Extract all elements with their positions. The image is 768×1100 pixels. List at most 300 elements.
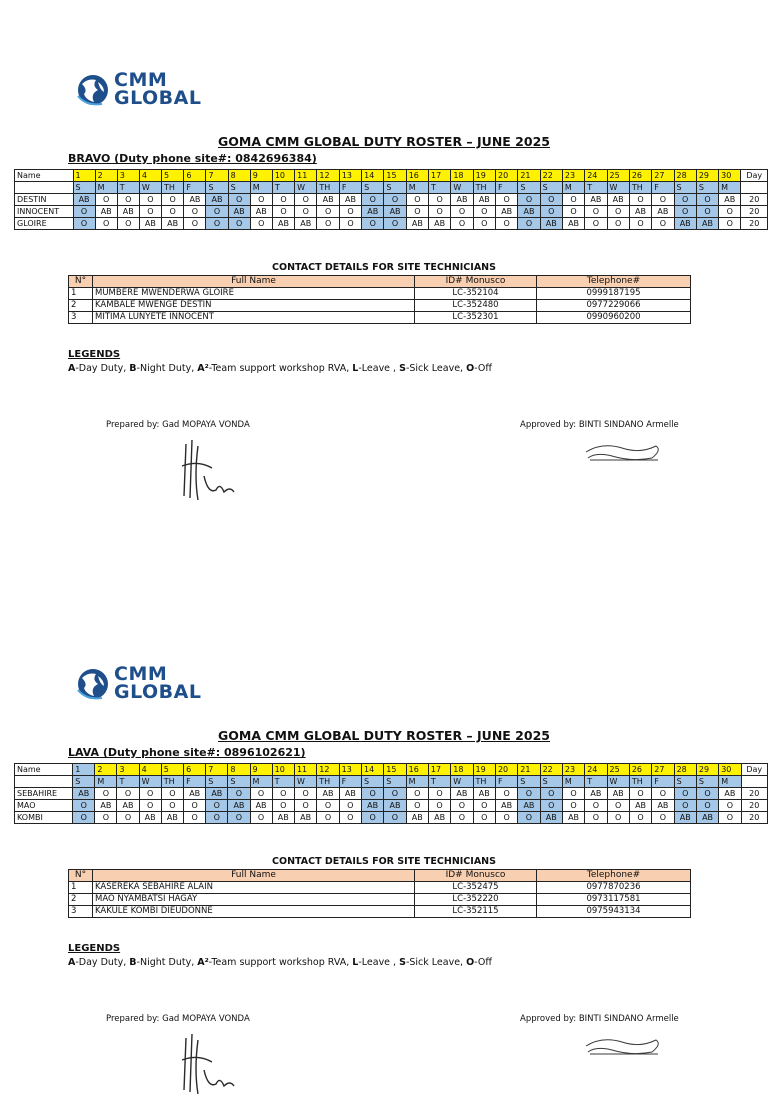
contact-name: KASEREKA SEBAHIRE ALAIN	[93, 882, 415, 894]
duty-cell: O	[139, 800, 161, 812]
weekday-cell: F	[496, 182, 518, 194]
day-total: 20	[741, 800, 767, 812]
legend-key: L	[352, 957, 359, 968]
day-number: 23	[562, 170, 584, 182]
prepared-by: Prepared by: Gad MOPAYA VONDA	[106, 420, 250, 430]
duty-cell: AB	[585, 194, 607, 206]
duty-cell: O	[562, 788, 584, 800]
duty-cell: AB	[428, 812, 450, 824]
duty-cell: O	[294, 788, 316, 800]
duty-cell: O	[184, 812, 206, 824]
document-title: GOMA CMM GLOBAL DUTY ROSTER – JUNE 2025	[218, 134, 550, 149]
weekday-cell: TH	[161, 182, 183, 194]
duty-cell: O	[696, 194, 718, 206]
contact-row	[69, 882, 691, 894]
globe-logo-icon	[76, 72, 110, 108]
duty-cell: O	[272, 206, 294, 218]
duty-cell: O	[317, 206, 339, 218]
legend-text: -Off	[474, 957, 492, 968]
duty-cell: AB	[339, 194, 361, 206]
weekday-cell: F	[184, 776, 206, 788]
staff-name: GLOIRE	[15, 218, 74, 230]
day-number: 24	[585, 170, 607, 182]
day-number: 24	[585, 764, 607, 776]
contact-row	[69, 288, 691, 300]
legend-key: O	[466, 363, 475, 374]
duty-cell: O	[652, 218, 674, 230]
day-number: 8	[228, 764, 250, 776]
day-number: 9	[250, 764, 272, 776]
legend-key: B	[129, 363, 137, 374]
day-number: 29	[696, 170, 718, 182]
weekday-cell: S	[206, 776, 228, 788]
prepared-by: Prepared by: Gad MOPAYA VONDA	[106, 1014, 250, 1024]
duty-cell: AB	[95, 206, 117, 218]
duty-cell: O	[696, 788, 718, 800]
duty-cell: O	[540, 206, 562, 218]
weekday-cell: M	[95, 776, 117, 788]
contact-id: LC-352480	[415, 300, 537, 312]
duty-cell: O	[473, 206, 495, 218]
duty-cell: O	[95, 788, 117, 800]
duty-cell: AB	[696, 812, 718, 824]
contact-telephone: 0990960200	[537, 312, 691, 324]
duty-cell: AB	[495, 800, 517, 812]
col-full-name: Full Name	[93, 276, 415, 288]
duty-cell: AB	[540, 218, 562, 230]
contact-id: LC-352115	[415, 906, 537, 918]
contact-id: LC-352220	[415, 894, 537, 906]
weekday-cell: F	[184, 182, 206, 194]
duty-cell: AB	[295, 218, 317, 230]
day-number: 19	[473, 764, 495, 776]
weekday-cell: S	[518, 182, 540, 194]
duty-cell: AB	[384, 800, 406, 812]
duty-cell: AB	[361, 800, 383, 812]
weekday-cell: S	[73, 776, 95, 788]
duty-cell: O	[473, 800, 495, 812]
weekday-cell: W	[607, 776, 629, 788]
day-number: 20	[495, 764, 517, 776]
weekday-cell: S	[361, 776, 383, 788]
contact-no: 2	[69, 300, 93, 312]
day-number: 28	[674, 170, 696, 182]
day-number: 25	[607, 764, 629, 776]
contact-no: 3	[69, 312, 93, 324]
day-number: 2	[95, 764, 117, 776]
duty-cell: O	[250, 812, 272, 824]
weekday-cell: M	[250, 776, 272, 788]
weekday-cell: S	[540, 182, 562, 194]
duty-cell: O	[139, 194, 161, 206]
duty-cell: O	[95, 812, 117, 824]
duty-cell: O	[161, 788, 183, 800]
duty-cell: O	[384, 194, 406, 206]
weekday-cell: W	[607, 182, 629, 194]
weekday-cell: M	[562, 182, 584, 194]
day-number: 14	[361, 764, 383, 776]
duty-cell: O	[674, 800, 696, 812]
duty-cell: O	[317, 812, 339, 824]
duty-cell: AB	[117, 206, 139, 218]
contact-row	[69, 300, 691, 312]
approver-signature	[582, 438, 666, 466]
legend-key: O	[466, 957, 475, 968]
duty-cell: O	[652, 194, 674, 206]
duty-cell: AB	[473, 788, 495, 800]
duty-cell: O	[696, 206, 718, 218]
weekday-cell: M	[250, 182, 272, 194]
legend-key: A²	[197, 363, 209, 374]
duty-cell: AB	[719, 194, 741, 206]
duty-cell: O	[228, 218, 250, 230]
duty-cell: AB	[294, 812, 316, 824]
staff-name: INNOCENT	[15, 206, 74, 218]
col-telephone: Telephone#	[537, 276, 691, 288]
duty-cell: O	[139, 788, 161, 800]
day-number: 6	[184, 764, 206, 776]
duty-cell: O	[607, 800, 629, 812]
contact-name: KAKULE KOMBI DIEUDONNE	[93, 906, 415, 918]
roster-row	[15, 194, 768, 206]
duty-cell: O	[629, 194, 651, 206]
day-number: 12	[317, 764, 339, 776]
duty-cell: O	[540, 788, 562, 800]
duty-cell: AB	[562, 812, 584, 824]
duty-cell: O	[362, 218, 384, 230]
day-number: 6	[184, 170, 206, 182]
weekday-cell: W	[451, 776, 473, 788]
duty-cell: AB	[339, 788, 361, 800]
weekday-cell: TH	[317, 776, 339, 788]
duty-cell: O	[429, 194, 451, 206]
legend-line	[68, 363, 492, 374]
legend-title: LEGENDS	[68, 943, 121, 954]
duty-cell: AB	[652, 206, 674, 218]
duty-cell: AB	[585, 788, 607, 800]
duty-cell: O	[384, 788, 406, 800]
legend-key: S	[399, 957, 406, 968]
duty-cell: O	[139, 206, 161, 218]
duty-cell: O	[295, 194, 317, 206]
day-number: 8	[228, 170, 250, 182]
duty-cell: AB	[362, 206, 384, 218]
duty-cell: O	[406, 194, 428, 206]
contact-row	[69, 894, 691, 906]
duty-cell: O	[117, 194, 139, 206]
day-total: 20	[741, 206, 768, 218]
duty-cell: O	[518, 788, 540, 800]
day-number: 30	[719, 764, 741, 776]
duty-cell: AB	[451, 194, 473, 206]
duty-cell: AB	[73, 194, 95, 206]
duty-cell: O	[295, 206, 317, 218]
day-number: 10	[272, 764, 294, 776]
legend-key: L	[352, 363, 359, 374]
logo-line-1: CMM	[114, 69, 168, 91]
weekday-row-end	[741, 776, 767, 788]
staff-name: DESTIN	[15, 194, 74, 206]
duty-cell: AB	[206, 788, 228, 800]
col-id: ID# Monusco	[415, 870, 537, 882]
day-number: 16	[406, 764, 428, 776]
duty-cell: O	[719, 218, 741, 230]
weekday-cell: TH	[317, 182, 339, 194]
weekday-cell: F	[652, 182, 674, 194]
approved-by: Approved by: BINTI SINDANO Armelle	[520, 420, 679, 430]
weekday-cell: TH	[161, 776, 183, 788]
site-title: LAVA (Duty phone site#: 0896102621)	[68, 746, 306, 759]
duty-cell: O	[339, 218, 361, 230]
contact-id: LC-352104	[415, 288, 537, 300]
day-number: 15	[384, 764, 406, 776]
duty-roster-table	[14, 169, 768, 230]
duty-cell: O	[629, 812, 651, 824]
contacts-table	[68, 869, 691, 918]
roster-row	[15, 206, 768, 218]
duty-cell: AB	[473, 194, 495, 206]
weekday-cell: W	[294, 776, 316, 788]
logo-line-2: GLOBAL	[114, 681, 202, 703]
day-number: 27	[652, 170, 674, 182]
day-number: 11	[294, 764, 316, 776]
duty-cell: AB	[228, 206, 250, 218]
day-number: 3	[117, 764, 139, 776]
duty-cell: O	[250, 218, 272, 230]
duty-cell: O	[228, 812, 250, 824]
duty-cell: AB	[139, 812, 161, 824]
weekday-cell: T	[428, 776, 450, 788]
day-number: 21	[518, 170, 540, 182]
day-number: 22	[540, 170, 562, 182]
weekday-cell: S	[73, 182, 95, 194]
duty-cell: O	[317, 218, 339, 230]
duty-cell: O	[117, 812, 139, 824]
duty-cell: O	[495, 788, 517, 800]
duty-cell: AB	[696, 218, 718, 230]
logo-line-2: GLOBAL	[114, 87, 202, 109]
duty-cell: O	[540, 194, 562, 206]
legend-key: A	[68, 363, 76, 374]
duty-cell: O	[674, 206, 696, 218]
legend-text: -Leave ,	[358, 363, 400, 374]
legend-title: LEGENDS	[68, 349, 121, 360]
duty-cell: AB	[518, 800, 540, 812]
weekday-cell: S	[384, 182, 406, 194]
staff-name: MAO	[15, 800, 73, 812]
weekday-cell: S	[228, 182, 250, 194]
weekday-cell: T	[429, 182, 451, 194]
duty-cell: O	[339, 206, 361, 218]
duty-cell: O	[362, 194, 384, 206]
roster-days-row	[15, 170, 768, 182]
contact-no: 1	[69, 288, 93, 300]
col-no: N°	[69, 870, 93, 882]
weekday-cell: W	[295, 182, 317, 194]
duty-cell: AB	[317, 788, 339, 800]
duty-cell: AB	[317, 194, 339, 206]
duty-cell: O	[562, 194, 584, 206]
duty-cell: AB	[184, 194, 206, 206]
preparer-signature	[168, 1030, 258, 1100]
name-header: Name	[15, 764, 73, 776]
duty-cell: O	[206, 206, 228, 218]
duty-cell: AB	[161, 812, 183, 824]
duty-cell: O	[518, 194, 540, 206]
legend-text: -Night Duty,	[136, 957, 198, 968]
duty-cell: O	[518, 218, 540, 230]
weekday-cell: M	[562, 776, 584, 788]
duty-cell: O	[428, 800, 450, 812]
duty-cell: O	[228, 194, 250, 206]
weekday-row-end	[741, 182, 768, 194]
contact-telephone: 0973117581	[537, 894, 691, 906]
duty-cell: O	[674, 788, 696, 800]
duty-cell: AB	[95, 800, 117, 812]
day-number: 28	[674, 764, 696, 776]
weekday-cell: S	[674, 776, 696, 788]
day-total: 20	[741, 812, 767, 824]
day-number: 13	[339, 764, 361, 776]
duty-cell: AB	[184, 788, 206, 800]
day-number: 27	[652, 764, 674, 776]
duty-cell: O	[652, 788, 674, 800]
day-number: 2	[95, 170, 117, 182]
duty-cell: O	[272, 800, 294, 812]
duty-cell: O	[607, 206, 629, 218]
duty-cell: O	[562, 800, 584, 812]
preparer-signature	[168, 436, 258, 506]
legend-text: -Day Duty,	[75, 363, 130, 374]
duty-cell: O	[607, 218, 629, 230]
contacts-header-row	[69, 870, 691, 882]
duty-cell: AB	[629, 800, 651, 812]
weekday-cell: M	[406, 182, 428, 194]
day-number: 26	[629, 764, 651, 776]
cmm-global-logo	[76, 69, 202, 112]
weekday-row-label	[15, 182, 74, 194]
col-telephone: Telephone#	[537, 870, 691, 882]
day-total-header: Day	[741, 764, 767, 776]
day-number: 17	[429, 170, 451, 182]
roster-row	[15, 218, 768, 230]
duty-cell: O	[161, 194, 183, 206]
duty-cell: AB	[272, 812, 294, 824]
duty-cell: O	[73, 218, 95, 230]
day-number: 30	[719, 170, 741, 182]
duty-cell: O	[585, 800, 607, 812]
duty-cell: O	[228, 788, 250, 800]
weekday-cell: TH	[473, 182, 495, 194]
duty-cell: O	[250, 788, 272, 800]
contact-telephone: 0977870236	[537, 882, 691, 894]
duty-cell: O	[451, 800, 473, 812]
legend-text: -Night Duty,	[136, 363, 198, 374]
duty-cell: O	[473, 812, 495, 824]
contacts-title: CONTACT DETAILS FOR SITE TECHNICIANS	[272, 262, 496, 273]
day-total: 20	[741, 194, 768, 206]
duty-cell: O	[674, 194, 696, 206]
duty-cell: O	[361, 788, 383, 800]
duty-cell: O	[629, 218, 651, 230]
day-number: 20	[496, 170, 518, 182]
duty-cell: AB	[406, 218, 428, 230]
weekday-cell: T	[117, 182, 139, 194]
day-number: 11	[295, 170, 317, 182]
day-number: 19	[473, 170, 495, 182]
duty-cell: AB	[451, 788, 473, 800]
day-number: 5	[161, 170, 183, 182]
weekday-cell: S	[696, 776, 718, 788]
day-number: 29	[696, 764, 718, 776]
day-number: 17	[428, 764, 450, 776]
weekday-cell: S	[674, 182, 696, 194]
day-number: 15	[384, 170, 406, 182]
duty-cell: O	[429, 206, 451, 218]
weekday-cell: F	[495, 776, 517, 788]
duty-cell: O	[184, 800, 206, 812]
duty-cell: O	[473, 218, 495, 230]
roster-row	[15, 800, 768, 812]
duty-cell: AB	[719, 788, 741, 800]
cmm-global-logo	[76, 663, 202, 706]
duty-cell: O	[585, 218, 607, 230]
duty-cell: O	[518, 812, 540, 824]
contact-row	[69, 312, 691, 324]
contact-id: LC-352475	[415, 882, 537, 894]
legend-text: -Sick Leave,	[405, 363, 467, 374]
day-number: 22	[540, 764, 562, 776]
duty-cell: AB	[384, 206, 406, 218]
weekday-cell: T	[272, 776, 294, 788]
duty-cell: AB	[117, 800, 139, 812]
legend-text: -Sick Leave,	[405, 957, 467, 968]
day-number: 21	[518, 764, 540, 776]
duty-cell: O	[406, 800, 428, 812]
approved-by: Approved by: BINTI SINDANO Armelle	[520, 1014, 679, 1024]
col-id: ID# Monusco	[415, 276, 537, 288]
contact-id: LC-352301	[415, 312, 537, 324]
duty-cell: AB	[161, 218, 183, 230]
contact-name: MITIMA LUNYETE INNOCENT	[93, 312, 415, 324]
weekday-cell: F	[339, 182, 361, 194]
day-number: 7	[206, 170, 228, 182]
contact-no: 3	[69, 906, 93, 918]
col-no: N°	[69, 276, 93, 288]
duty-cell: O	[161, 800, 183, 812]
approver-signature	[582, 1032, 666, 1060]
duty-cell: O	[272, 788, 294, 800]
day-number: 1	[73, 170, 95, 182]
duty-cell: O	[719, 206, 741, 218]
duty-cell: O	[562, 206, 584, 218]
duty-cell: O	[585, 812, 607, 824]
globe-logo-icon	[76, 666, 110, 702]
duty-cell: AB	[272, 218, 294, 230]
contact-name: MUMBERE MWENDERWA GLOIRE	[93, 288, 415, 300]
duty-cell: AB	[674, 812, 696, 824]
duty-cell: AB	[607, 788, 629, 800]
duty-cell: O	[629, 788, 651, 800]
col-full-name: Full Name	[93, 870, 415, 882]
weekday-cell: S	[696, 182, 718, 194]
day-number: 12	[317, 170, 339, 182]
duty-cell: AB	[652, 800, 674, 812]
duty-cell: O	[272, 194, 294, 206]
contact-telephone: 0977229066	[537, 300, 691, 312]
legend-text: -Team support workshop RVA,	[208, 363, 353, 374]
contact-name: MAO NYAMBATSI HAGAY	[93, 894, 415, 906]
